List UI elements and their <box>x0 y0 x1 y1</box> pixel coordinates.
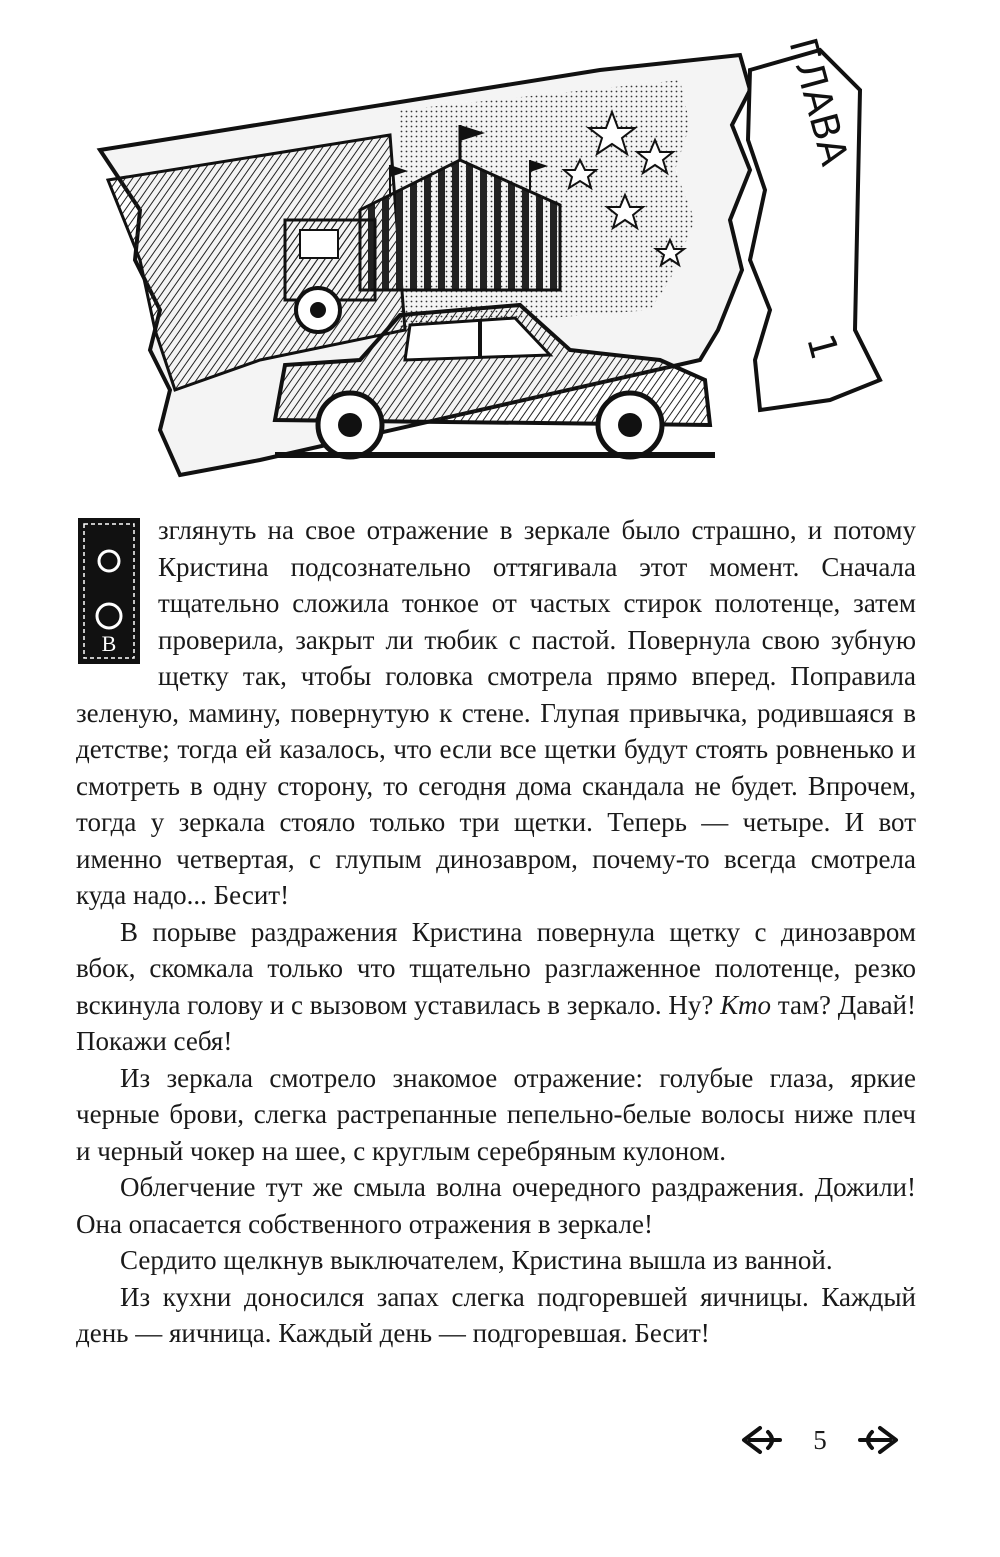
drop-cap-letter: В <box>101 631 117 656</box>
paragraph-2-text-b: там? Давай! Покажи себя! <box>76 989 916 1056</box>
paragraph-6: Из кухни доносился запах слегка подгоревшей яичницы. Каждый день — яичница. Каждый день — подгоревшая. Бесит! <box>76 1281 916 1348</box>
chapter-number: 1 <box>798 329 847 365</box>
paragraph-1-text: зглянуть на свое отражение в зеркале было страшно, и потому Кристина подсознательно оттягивала этот момент. Сначала тщательно сложила тонкое от частых стирок полотенце, затем проверила, закрыт ли тюбик с пастой. Повернула свою зубную щетку так, чтобы головка смотрела прямо вперед. Поправила зеленую, мамину, повернутую к стене. Глупая привычка, родившаяся в детстве; тогда ей казалось, что если все щетки будут стоять ровненько и смотреть в одну сторону, то сегодня дома скандала не будет. Впрочем, тогда у зеркала стояло только три щетки. Теперь — четыре. И вот именно четвертая, с глупым динозавром, почему-то всегда смотрела куда надо... Бесит! <box>76 515 916 910</box>
right-ornament-icon <box>856 1422 900 1458</box>
left-ornament-icon <box>740 1422 784 1458</box>
page-footer <box>740 1418 900 1462</box>
paragraph-2-text-a: В порыве раздражения Кристина повернула щетку с динозавром вбок, скомкала только что тщательно разглаженное полотенце, резко вскинула голову и с вызовом уставилась в зеркало. Ну? <box>76 916 916 1020</box>
paragraph-4: Облегчение тут же смыла волна очередного раздражения. Дожили! Она опасается собственного отражения в зеркале! <box>76 1172 916 1239</box>
chapter-body <box>76 512 916 1352</box>
drop-cap <box>76 516 142 666</box>
page-number: 5 <box>813 1424 827 1455</box>
chapter-illustration <box>60 30 940 500</box>
circus-car-drawing <box>60 30 940 500</box>
paragraph-2 <box>76 914 916 1060</box>
chapter-label: ГЛАВА <box>780 33 857 171</box>
paragraph-3: Из зеркала смотрело знакомое отражение: голубые глаза, яркие черные брови, слегка растрепанные пепельно-белые волосы ниже плеч и черный чокер на шее, с круглым серебряным кулоном. <box>76 1062 916 1166</box>
paragraph-2-italic: Кто <box>720 989 772 1020</box>
paragraph-1 <box>76 512 916 914</box>
paragraph-5: Сердито щелкнув выключателем, Кристина вышла из ванной. <box>120 1245 833 1275</box>
chapter-tag <box>748 33 880 410</box>
